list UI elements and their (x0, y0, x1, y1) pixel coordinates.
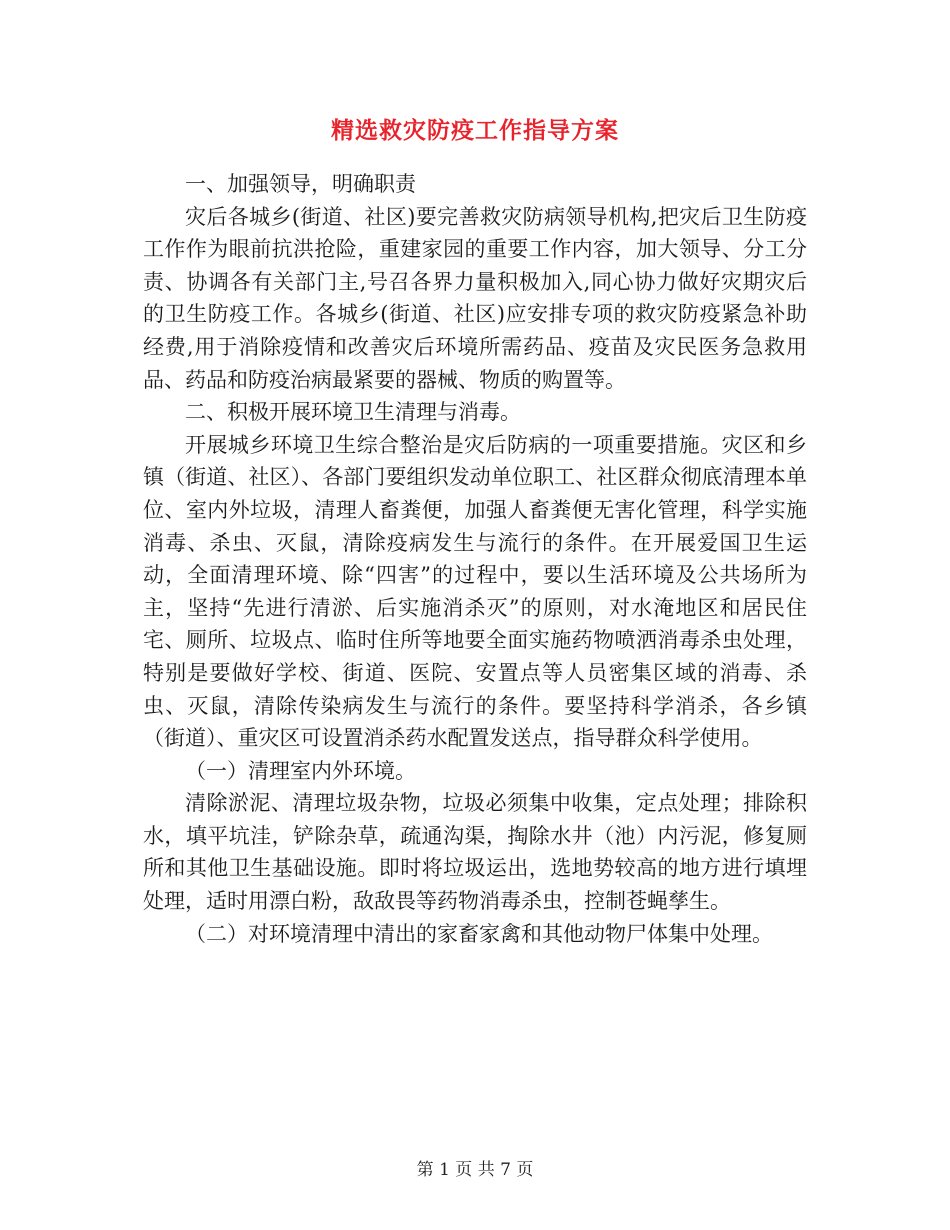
document-title: 精选救灾防疫工作指导方案 (331, 117, 619, 144)
paragraph-environment: 开展城乡环境卫生综合整治是灾后防病的一项重要措施。灾区和乡镇（街道、社区）、各部门要组织发动单位职工、社区群众彻底清理本单位、室内外垃圾，清理人畜粪便，加强人畜粪便无害化管理，科学实施消毒、杀虫、灭鼠，清除疫病发生与流行的条件。在开展爱国卫生运动，全面清理环境、除“四害”的过程中，要以生活环境及公共场所为主，坚持“先进行清淤、后实施消杀灭”的原则，对水淹地区和居民住宅、厕所、垃圾点、临时住所等地要全面实施药物喷洒消毒杀虫处理，特别是要做好学校、街道、医院、安置点等人员密集区域的消毒、杀虫、灭鼠，清除传染病发生与流行的条件。要坚持科学消杀，各乡镇（街道）、重灾区可设置消杀药水配置发送点，指导群众科学使用。 (143, 432, 807, 751)
section-heading-2: 二、积极开展环境卫生清理与消毒。 (185, 400, 521, 425)
page-footer: 第 1 页 共 7 页 (416, 1160, 534, 1180)
subsection-heading-2: （二）对环境清理中清出的家畜家禽和其他动物尸体集中处理。 (185, 921, 773, 946)
subsection-heading-1: （一）清理室内外环境。 (185, 758, 416, 783)
paragraph-cleanup: 清除淤泥、清理垃圾杂物，垃圾必须集中收集，定点处理；排除积水，填平坑洼，铲除杂草，疏通沟渠，掏除水井（池）内污泥，修复厕所和其他卫生基础设施。即时将垃圾运出，选地势较高的地方进行填埋处理，适时用漂白粉，敌敌畏等药物消毒杀虫，控制苍蝇孳生。 (143, 791, 807, 914)
paragraph-leadership: 灾后各城乡(街道、社区)要完善救灾防病领导机构,把灾后卫生防疫工作作为眼前抗洪抢险，重建家园的重要工作内容，加大领导、分工分责、协调各有关部门主,号召各界力量积极加入,同心协力做好灾期灾后的卫生防疫工作。各城乡(街道、社区)应安排专项的救灾防疫紧急补助经费,用于消除疫情和改善灾后环境所需药品、疫苗及灾民医务急救用品、药品和防疫治病最紧要的器械、物质的购置等。 (143, 204, 807, 392)
document-body (143, 168, 807, 950)
section-heading-1: 一、加强领导，明确职责 (185, 172, 416, 196)
